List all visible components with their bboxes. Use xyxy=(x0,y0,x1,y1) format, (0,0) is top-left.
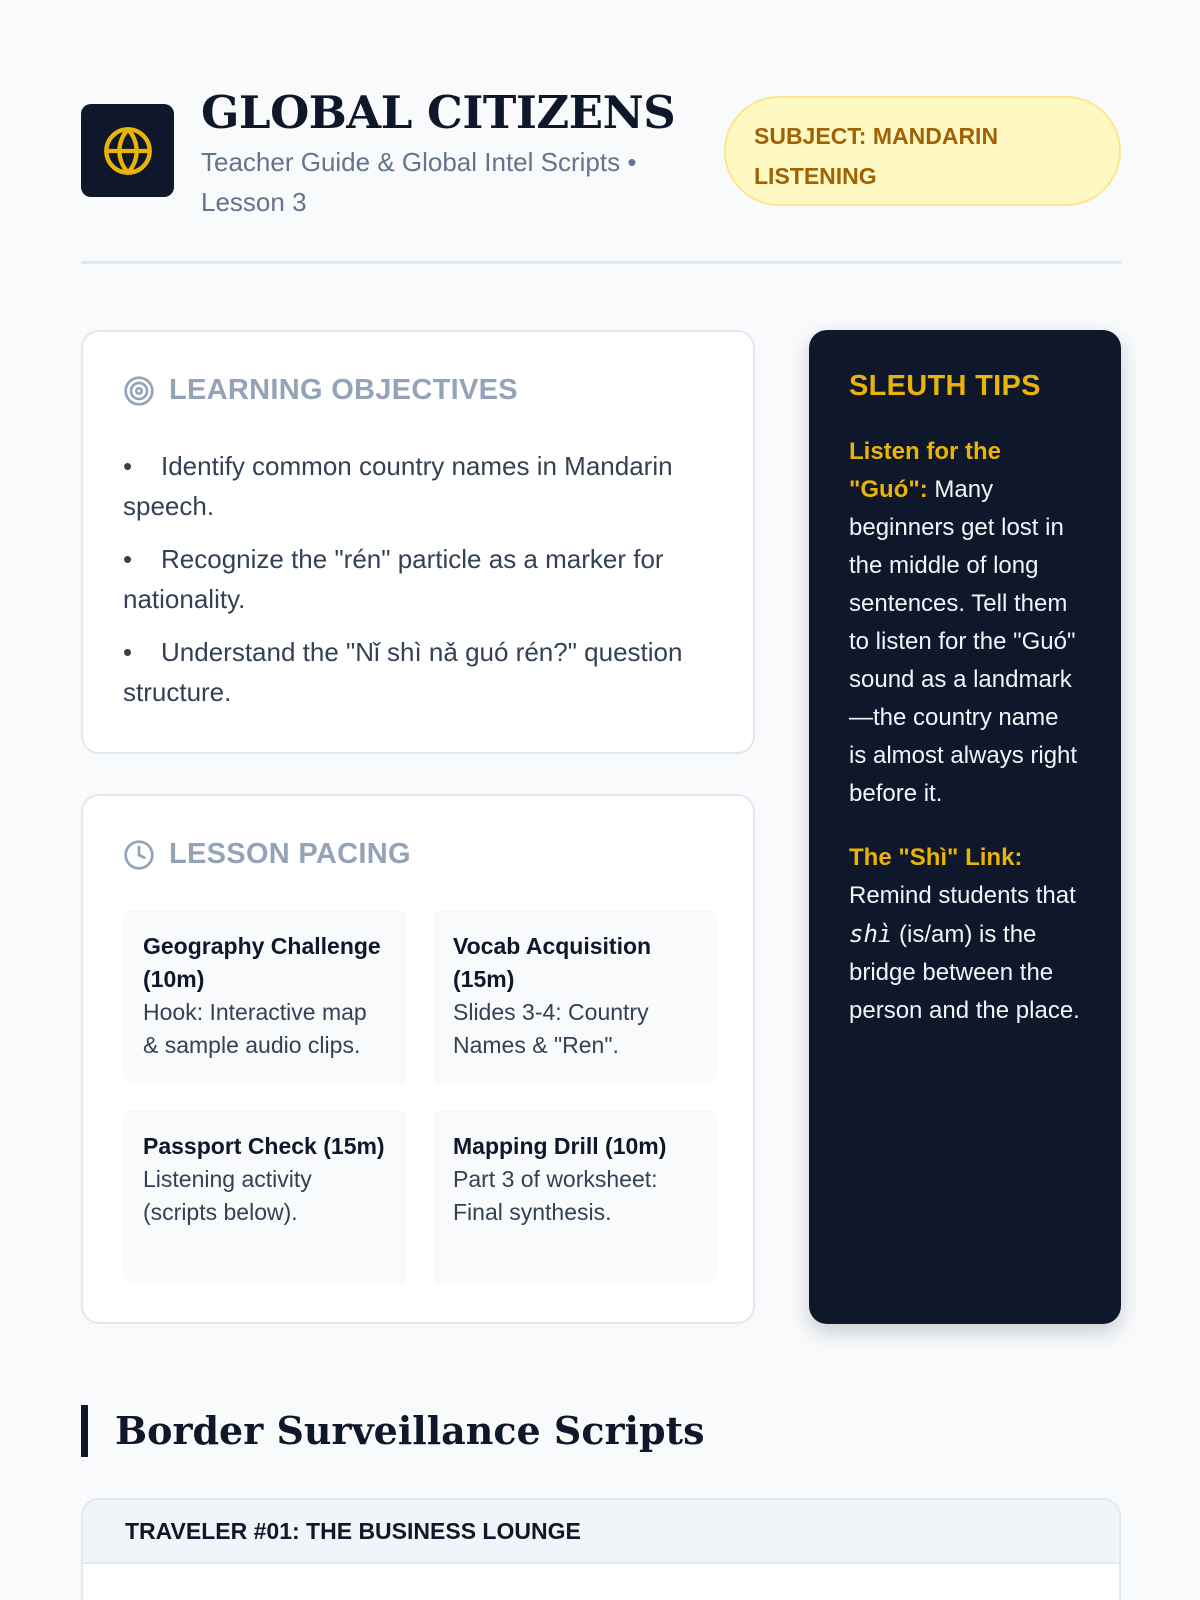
subject-badge: SUBJECT: MANDARIN LISTENING xyxy=(724,96,1121,206)
tip-heading: Listen for the "Guó": xyxy=(849,438,1002,503)
objectives-heading xyxy=(123,374,518,407)
tips-title: SLEUTH TIPS xyxy=(849,370,1041,402)
tip-heading: The "Shì" Link: xyxy=(849,844,1023,871)
tip-body: Many beginners get lost in the middle of long sentences. Tell them to listen for the "Guó" sound as a landmark—the country name is almost always right before it. xyxy=(849,476,1078,807)
pacing-block-desc: Listening activity (scripts below). xyxy=(143,1166,312,1225)
pacing-title: LESSON PACING xyxy=(169,838,411,870)
pacing-block-desc: Slides 3-4: Country Names & "Ren". xyxy=(453,999,649,1058)
pacing-block xyxy=(123,1110,407,1284)
lesson-pacing-card xyxy=(81,794,755,1324)
page-subtitle: Teacher Guide & Global Intel Scripts • Lesson 3 xyxy=(201,147,637,217)
tip-code: shì xyxy=(849,920,893,948)
objective-text: Identify common country names in Mandarin speech. xyxy=(123,451,673,521)
script-card-header: TRAVELER #01: THE BUSINESS LOUNGE xyxy=(83,1500,1119,1564)
objectives-list xyxy=(123,446,723,725)
logo xyxy=(81,104,174,197)
pacing-block-title: Vocab Acquisition (15m) xyxy=(453,933,652,992)
script-card xyxy=(81,1498,1121,1600)
scripts-section-title: Border Surveillance Scripts xyxy=(81,1405,704,1457)
list-item: • Understand the "Nǐ shì nǎ guó rén?" question structure. xyxy=(123,637,683,707)
objectives-title: LEARNING OBJECTIVES xyxy=(169,374,518,406)
pacing-block xyxy=(433,910,717,1084)
list-item: • Recognize the "rén" particle as a marker for nationality. xyxy=(123,544,664,614)
globe-icon xyxy=(102,125,154,177)
page-header xyxy=(81,84,1121,264)
clock-icon xyxy=(123,839,155,871)
pacing-heading xyxy=(123,838,411,871)
pacing-block xyxy=(123,910,407,1084)
tip-guo xyxy=(849,433,1081,813)
target-icon xyxy=(123,375,155,407)
tip-shi xyxy=(849,839,1081,1030)
tip-body: (is/am) is the bridge between the person and the place. xyxy=(849,921,1080,1024)
list-item: • Identify common country names in Mandarin speech. xyxy=(123,451,673,521)
pacing-block-title: Passport Check (15m) xyxy=(143,1133,385,1159)
pacing-block-title: Mapping Drill (10m) xyxy=(453,1133,667,1159)
pacing-block-desc: Hook: Interactive map & sample audio clips. xyxy=(143,999,367,1058)
pacing-block-desc: Part 3 of worksheet: Final synthesis. xyxy=(453,1166,658,1225)
tip-body: Remind students that xyxy=(849,882,1076,909)
pacing-block xyxy=(433,1110,717,1284)
learning-objectives-card xyxy=(81,330,755,754)
pacing-block-title: Geography Challenge (10m) xyxy=(143,933,381,992)
page-title: GLOBAL CITIZENS xyxy=(201,86,676,139)
objective-text: Recognize the "rén" particle as a marker for nationality. xyxy=(123,544,664,614)
sleuth-tips-panel xyxy=(809,330,1121,1324)
objective-text: Understand the "Nǐ shì nǎ guó rén?" question structure. xyxy=(123,637,683,707)
